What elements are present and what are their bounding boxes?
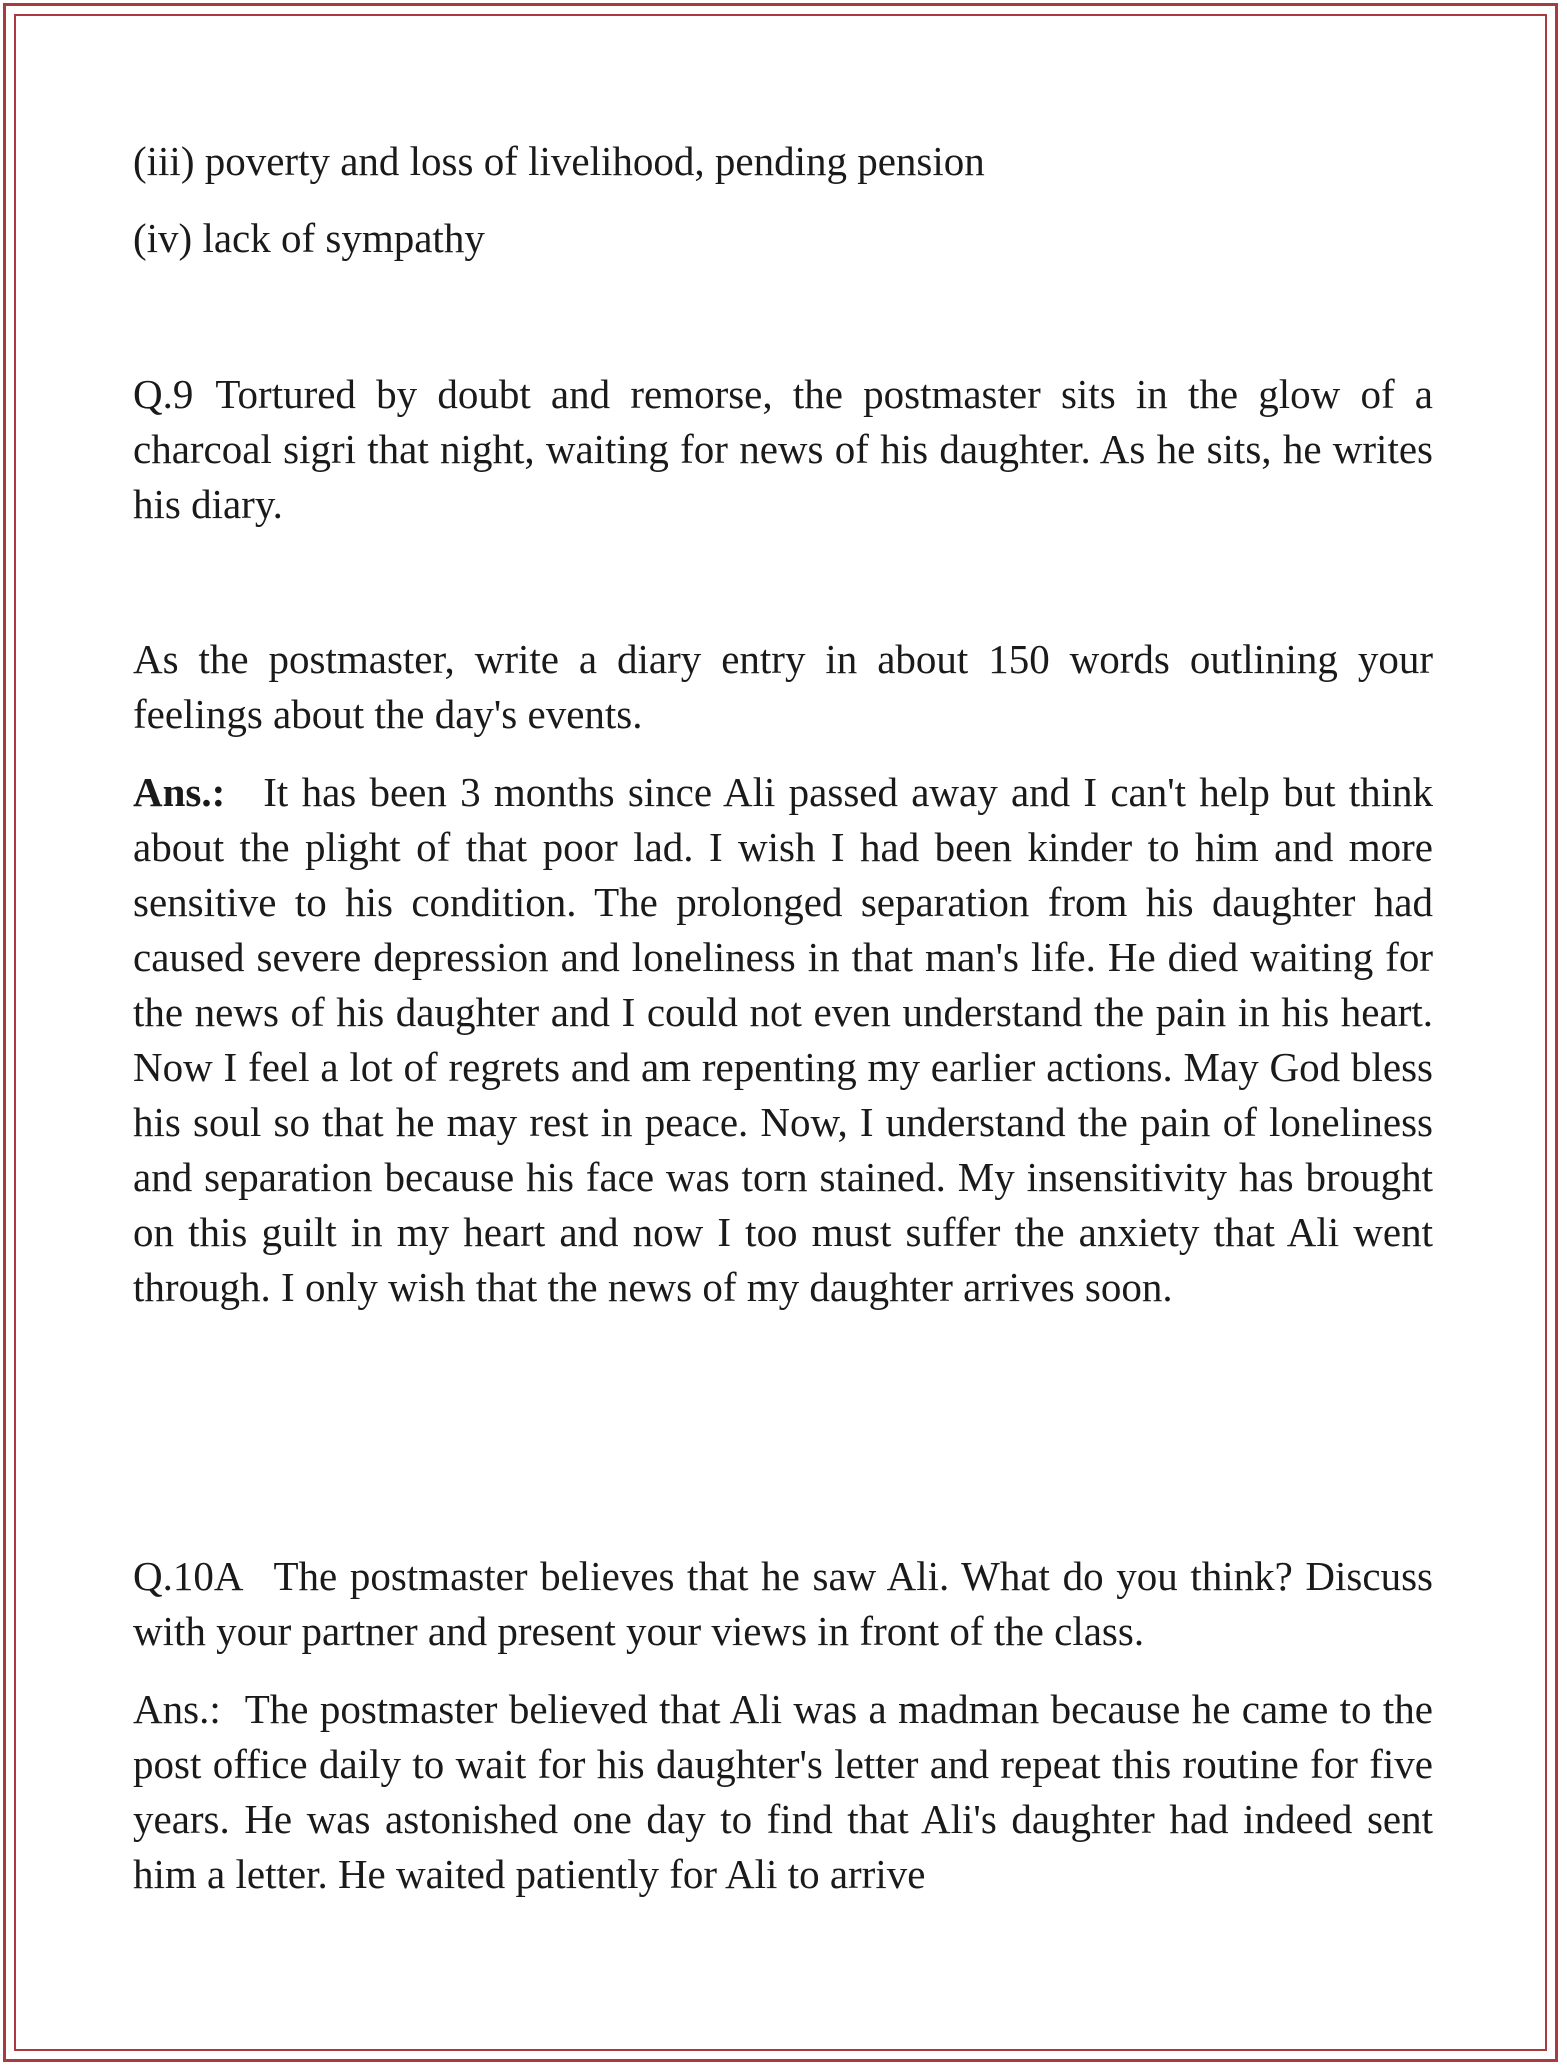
list-item-iv: (iv) lack of sympathy bbox=[133, 215, 485, 261]
question-10a-text bbox=[133, 1549, 1433, 1659]
answer-10a-body: The postmaster believed that Ali was a madman because he came to the post office daily to wait for his daughter's letter and repeat this routine for five years. He was astonished one day to find that Ali's daughter had indeed sent him a letter. He waited patiently for Ali to arrive bbox=[133, 1686, 1433, 1897]
answer-10a-text bbox=[133, 1682, 1433, 1902]
question-10a-label: Q.10A bbox=[133, 1553, 244, 1599]
question-9-text bbox=[133, 367, 1433, 532]
answer-9 bbox=[133, 765, 1433, 1315]
question-10a-body: The postmaster believes that he saw Ali. What do you think? Discuss with your partner and present your views in front of the class. bbox=[133, 1553, 1433, 1654]
list-item-iii: (iii) poverty and loss of livelihood, pending pension bbox=[133, 138, 985, 184]
answer-10a bbox=[133, 1682, 1433, 1902]
question-9-task-text: As the postmaster, write a diary entry in about 150 words outlining your feelings about the day's events. bbox=[133, 636, 1433, 737]
answer-9-body: It has been 3 months since Ali passed away and I can't help but think about the plight of that poor lad. I wish I had been kinder to him and more sensitive to his condition. The prolonged separation from his daughter had caused severe depression and loneliness in that man's life. He died waiting for the news of his daughter and I could not even understand the pain in his heart. Now I feel a lot of regrets and am repenting my earlier actions. May God bless his soul so that he may rest in peace. Now, I understand the pain of loneliness and separation because his face was torn stained. My insensitivity has brought on this guilt in my heart and now I too must suffer the anxiety that Ali went through. I only wish that the news of my daughter arrives soon. bbox=[133, 769, 1433, 1310]
answer-9-text bbox=[133, 765, 1433, 1315]
answer-10a-label: Ans.: bbox=[133, 1686, 221, 1732]
question-9 bbox=[133, 367, 1433, 532]
list-items bbox=[133, 134, 1433, 266]
question-9-body: Tortured by doubt and remorse, the postmaster sits in the glow of a charcoal sigri that night, waiting for news of his daughter. As he sits, he writes his diary. bbox=[133, 371, 1433, 527]
question-9-label: Q.9 bbox=[133, 371, 194, 417]
question-9-task bbox=[133, 632, 1433, 742]
question-10a bbox=[133, 1549, 1433, 1659]
answer-9-label: Ans.: bbox=[133, 769, 226, 815]
